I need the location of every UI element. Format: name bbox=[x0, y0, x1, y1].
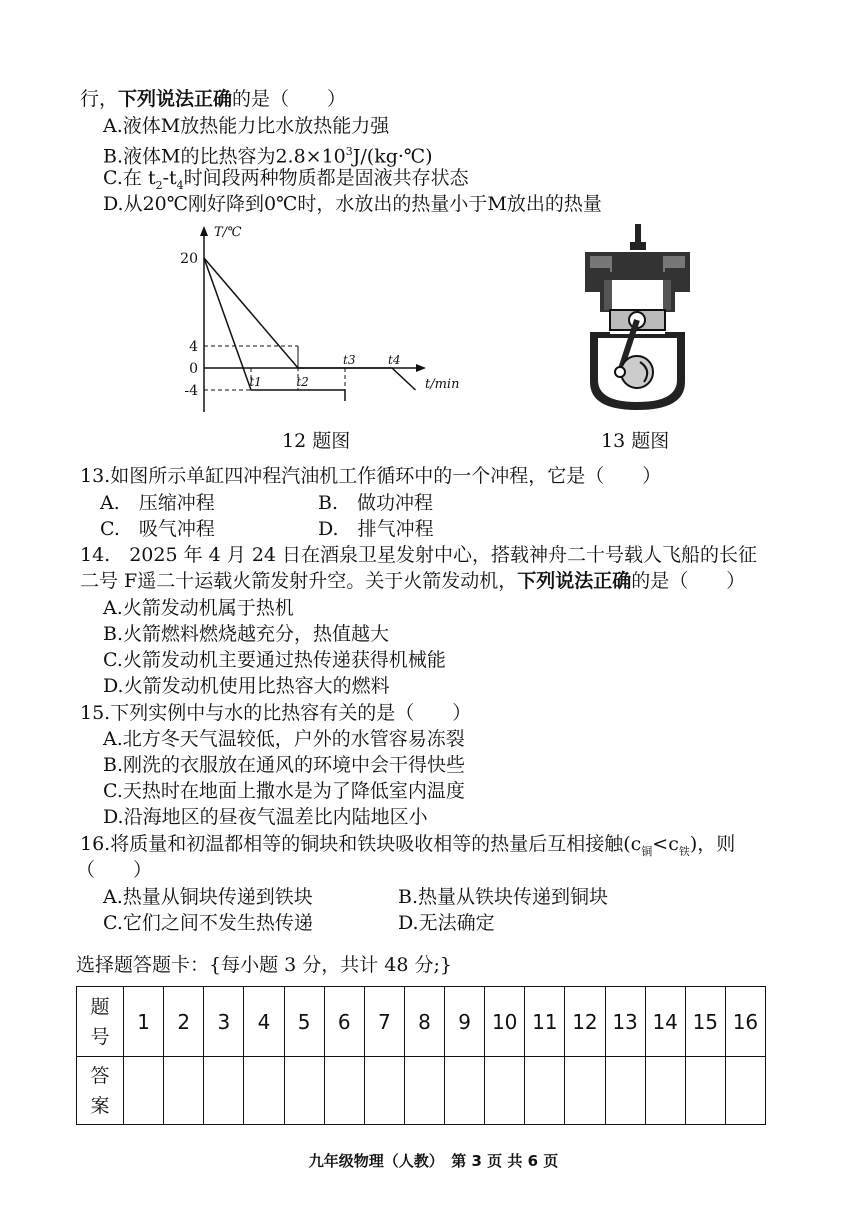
point-label: t2 bbox=[296, 375, 309, 389]
temperature-time-chart bbox=[180, 222, 480, 422]
answer-card-table bbox=[76, 986, 766, 1125]
q13-option-a[interactable]: A. 压缩冲程 bbox=[100, 492, 215, 514]
q14-option-a[interactable]: A.火箭发动机属于热机 bbox=[103, 597, 294, 619]
q16-option-d[interactable]: D.无法确定 bbox=[398, 912, 495, 934]
question-number-cell: 7 bbox=[364, 987, 404, 1057]
question-number-cell: 16 bbox=[725, 987, 765, 1057]
q14-option-b[interactable]: B.火箭燃料燃烧越充分，热值越大 bbox=[103, 623, 390, 645]
question-number-cell: 15 bbox=[685, 987, 725, 1057]
question-number-cell: 11 bbox=[525, 987, 565, 1057]
q15-option-b[interactable]: B.刚洗的衣服放在通风的环境中会干得快些 bbox=[103, 754, 466, 776]
answer-cell-6[interactable] bbox=[324, 1057, 364, 1125]
answer-cell-13[interactable] bbox=[605, 1057, 645, 1125]
q12-option-c[interactable]: C.在 $t_2-t_4$时间段两种物质都是固液共存状态 bbox=[103, 167, 469, 192]
q15-stem: 15.下列实例中与水的比热容有关的是（ ） bbox=[80, 702, 472, 724]
q16-answer-paren: （ ） bbox=[76, 859, 153, 881]
q13-option-c[interactable]: C. 吸气冲程 bbox=[100, 518, 215, 540]
answer-cell-10[interactable] bbox=[485, 1057, 525, 1125]
chart-axes bbox=[200, 226, 426, 412]
q12-option-d[interactable]: D.从20℃刚好降到0℃时，水放出的热量小于M放出的热量 bbox=[103, 193, 602, 215]
q16-option-c[interactable]: C.它们之间不发生热传递 bbox=[103, 912, 313, 934]
y-tick-label: 0 bbox=[189, 361, 198, 377]
answer-cell-3[interactable] bbox=[204, 1057, 244, 1125]
q16-option-a[interactable]: A.热量从铜块传递到铁块 bbox=[103, 886, 313, 908]
question-number-header: 题 号 bbox=[77, 987, 124, 1057]
page-footer: 九年级物理（人教） 第 3 页 共 6 页 bbox=[308, 1152, 559, 1170]
q14-option-c[interactable]: C.火箭发动机主要通过热传递获得机械能 bbox=[103, 649, 446, 671]
question-number-cell: 9 bbox=[445, 987, 485, 1057]
x-axis-label: t/min bbox=[425, 377, 460, 392]
answer-cell-5[interactable] bbox=[284, 1057, 324, 1125]
y-tick-label: -4 bbox=[184, 383, 198, 399]
answer-row bbox=[77, 1057, 766, 1125]
question-number-cell: 4 bbox=[244, 987, 284, 1057]
y-axis-arrow bbox=[200, 226, 208, 236]
y-tick-label: 4 bbox=[189, 339, 198, 355]
q12-option-b[interactable]: B.液体M的比热容为$2.8\times 10^3J/(kg\cdot℃)$ bbox=[103, 145, 433, 168]
q12-option-a[interactable]: A.液体M放热能力比水放热能力强 bbox=[103, 115, 390, 137]
question-number-cell: 12 bbox=[565, 987, 605, 1057]
engine-cylinder-illustration bbox=[570, 222, 705, 412]
x-axis-arrow bbox=[416, 364, 426, 372]
q15-option-a[interactable]: A.北方冬天气温较低，户外的水管容易冻裂 bbox=[103, 728, 465, 750]
question-number-cell: 3 bbox=[204, 987, 244, 1057]
answer-cell-16[interactable] bbox=[725, 1057, 765, 1125]
point-label: t1 bbox=[249, 375, 262, 389]
answer-cell-15[interactable] bbox=[685, 1057, 725, 1125]
question-number-cell: 2 bbox=[164, 987, 204, 1057]
answer-cell-11[interactable] bbox=[525, 1057, 565, 1125]
question-number-cell: 1 bbox=[124, 987, 164, 1057]
series-line-1 bbox=[204, 258, 345, 401]
q13-option-d[interactable]: D. 排气冲程 bbox=[318, 518, 434, 540]
answer-cell-1[interactable] bbox=[124, 1057, 164, 1125]
q15-option-c[interactable]: C.天热时在地面上撒水是为了降低室内温度 bbox=[103, 780, 465, 802]
q14-stem-line1: 14. 2025 年 4 月 24 日在酒泉卫星发射中心，搭载神舟二十号载人飞船的长征 bbox=[80, 544, 758, 566]
point-label: t3 bbox=[343, 353, 356, 367]
question-number-cell: 8 bbox=[404, 987, 444, 1057]
question-number-cell: 14 bbox=[645, 987, 685, 1057]
series-line-2 bbox=[204, 258, 416, 390]
answer-cell-9[interactable] bbox=[445, 1057, 485, 1125]
answer-header: 答 案 bbox=[77, 1057, 124, 1125]
y-axis-label: T/℃ bbox=[214, 225, 242, 240]
q16-option-b[interactable]: B.热量从铁块传递到铜块 bbox=[398, 886, 609, 908]
question-number-row bbox=[77, 987, 766, 1057]
point-label: t4 bbox=[388, 353, 401, 367]
q14-option-d[interactable]: D.火箭发动机使用比热容大的燃料 bbox=[103, 675, 390, 697]
answer-cell-4[interactable] bbox=[244, 1057, 284, 1125]
q13-stem: 13.如图所示单缸四冲程汽油机工作循环中的一个冲程，它是（ ） bbox=[80, 465, 662, 487]
answer-cell-7[interactable] bbox=[364, 1057, 404, 1125]
question-number-cell: 5 bbox=[284, 987, 324, 1057]
q14-stem-line2: 二号 F遥二十运载火箭发射升空。关于火箭发动机，下列说法正确的是（ ） bbox=[80, 570, 746, 592]
figure13-caption: 13 题图 bbox=[601, 430, 670, 452]
answer-card-title: 选择题答题卡：{每小题 3 分，共计 48 分;} bbox=[76, 954, 453, 976]
answer-cell-2[interactable] bbox=[164, 1057, 204, 1125]
question-number-cell: 6 bbox=[324, 987, 364, 1057]
y-tick-label: 20 bbox=[180, 251, 198, 267]
question-number-cell: 13 bbox=[605, 987, 645, 1057]
q16-stem: 16.将质量和初温都相等的铜块和铁块吸收相等的热量后互相接触$(c_铜<c_铁)$，则 bbox=[80, 833, 736, 858]
question-number-cell: 10 bbox=[485, 987, 525, 1057]
q15-option-d[interactable]: D.沿海地区的昼夜气温差比内陆地区小 bbox=[103, 806, 428, 828]
figure12-caption: 12 题图 bbox=[282, 430, 351, 452]
answer-cell-8[interactable] bbox=[404, 1057, 444, 1125]
answer-cell-14[interactable] bbox=[645, 1057, 685, 1125]
q12-stem: 行，下列说法正确的是（ ） bbox=[80, 88, 347, 110]
q13-option-b[interactable]: B. 做功冲程 bbox=[318, 492, 434, 514]
answer-cell-12[interactable] bbox=[565, 1057, 605, 1125]
